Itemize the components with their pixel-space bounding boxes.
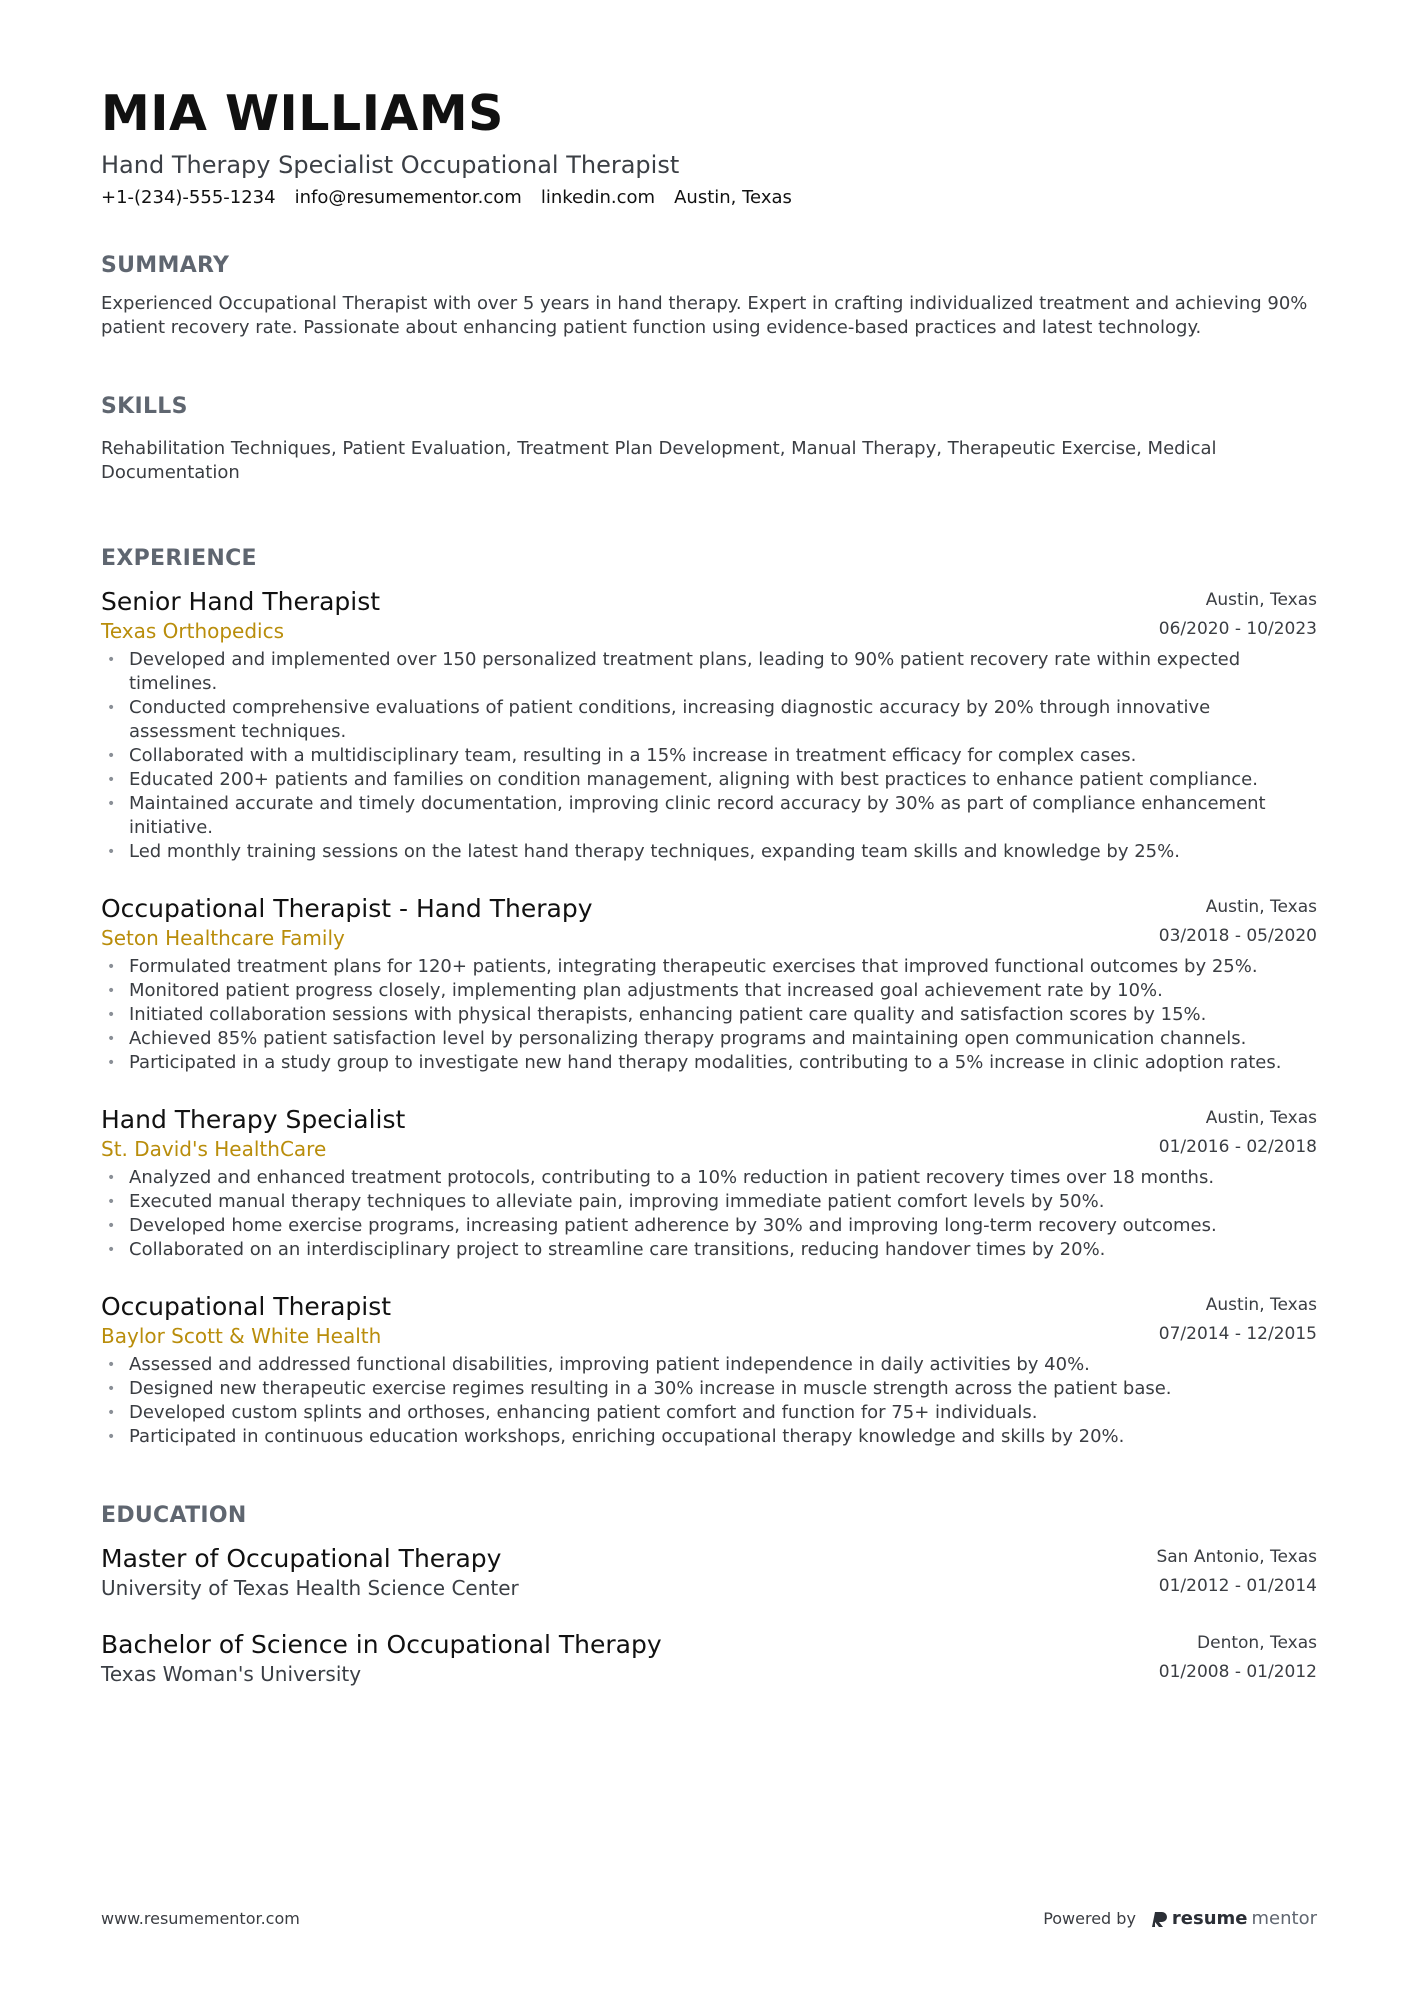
bullet-item: • Developed custom splints and orthoses, enhancing patient comfort and function for 75+ individuals. [107,1402,1038,1423]
powered-by-label: Powered by [1043,1909,1136,1928]
bullet-item: • Educated 200+ patients and families on condition management, aligning with best practices to enhance patient compliance. [107,769,1258,790]
bullet-item: • Led monthly training sessions on the latest hand therapy techniques, expanding team skills and knowledge by 25%. [107,841,1180,862]
job-entry [101,1291,1317,1449]
job-bullets [101,1166,1317,1262]
education-dates: 01/2008 - 01/2012 [1158,1662,1317,1682]
job-company: Seton Healthcare Family [101,926,345,950]
bullet-dot-icon: • [107,1357,116,1373]
bullet-item: • Conducted comprehensive evaluations of patient conditions, increasing diagnostic accuracy by 20% through innovative assessment techniques. [107,697,1211,742]
degree-title: Bachelor of Science in Occupational Therapy [101,1630,662,1659]
job-bullets [101,1353,1317,1449]
bullet-item: • Assessed and addressed functional disabilities, improving patient independence in daily activities by 40%. [107,1354,1090,1375]
bullet-dot-icon: • [107,1242,116,1258]
school-name: University of Texas Health Science Center [101,1576,519,1600]
job-company: Texas Orthopedics [101,619,285,643]
job-entry [101,586,1317,864]
brand-name-bold: resume [1171,1908,1248,1929]
job-dates: 01/2016 - 02/2018 [1158,1137,1317,1157]
job-bullets [101,955,1317,1075]
contact-linkedin[interactable]: linkedin.com [540,187,656,208]
school-name: Texas Woman's University [101,1662,362,1686]
education-entry [101,1629,1317,1687]
job-bullets [101,648,1317,864]
job-location: Austin, Texas [1205,1108,1317,1128]
skills-section [101,393,1317,485]
bullet-dot-icon: • [107,652,116,668]
summary-heading: SUMMARY [101,253,230,278]
school-location: Denton, Texas [1197,1633,1317,1653]
experience-heading: EXPERIENCE [101,546,257,571]
skills-text: Rehabilitation Techniques, Patient Evaluation, Treatment Plan Development, Manual Therapy, Therapeutic Exercise, Medical Documentation [101,438,1217,483]
school-location: San Antonio, Texas [1156,1547,1317,1567]
bullet-dot-icon: • [107,844,116,860]
job-role: Occupational Therapist [101,1292,392,1321]
bullet-dot-icon: • [107,700,116,716]
job-entry [101,1104,1317,1262]
brand-name-light: mentor [1251,1908,1317,1929]
powered-by [1043,1908,1317,1929]
education-section [101,1502,1317,1530]
bullet-item: • Designed new therapeutic exercise regimes resulting in a 30% increase in muscle strength across the patient base. [107,1378,1172,1399]
bullet-item: • Analyzed and enhanced treatment protocols, contributing to a 10% reduction in patient recovery times over 18 months. [107,1167,1215,1188]
brand-logo[interactable] [1152,1908,1317,1929]
bullet-item: • Achieved 85% patient satisfaction level by personalizing therapy programs and maintaining open communication channels. [107,1028,1247,1049]
job-role: Occupational Therapist - Hand Therapy [101,894,593,923]
bullet-dot-icon: • [107,1381,116,1397]
bullet-dot-icon: • [107,748,116,764]
job-company: St. David's HealthCare [101,1137,327,1161]
bullet-item: • Developed and implemented over 150 personalized treatment plans, leading to 90% patient recovery rate within expected timelines. [107,649,1241,694]
bullet-dot-icon: • [107,772,116,788]
contact-line [101,186,1317,210]
bullet-item: • Participated in continuous education workshops, enriching occupational therapy knowledge and skills by 20%. [107,1426,1125,1447]
bullet-dot-icon: • [107,1429,116,1445]
footer-url[interactable]: www.resumementor.com [101,1909,300,1928]
experience-section [101,545,1317,573]
bullet-item: • Participated in a study group to investigate new hand therapy modalities, contributing to a 5% increase in clinic adoption rates. [107,1052,1282,1073]
resume-page [101,85,1317,210]
bullet-dot-icon: • [107,959,116,975]
brand-mark-icon [1152,1910,1168,1928]
candidate-name: MIA WILLIAMS [101,85,504,142]
candidate-title: Hand Therapy Specialist Occupational Therapist [101,151,680,179]
bullet-item: • Collaborated with a multidisciplinary team, resulting in a 15% increase in treatment efficacy for complex cases. [107,745,1137,766]
bullet-dot-icon: • [107,1194,116,1210]
degree-title: Master of Occupational Therapy [101,1544,502,1573]
summary-section [101,252,1317,340]
job-location: Austin, Texas [1205,1295,1317,1315]
education-heading: EDUCATION [101,1503,247,1528]
skills-heading: SKILLS [101,394,188,419]
bullet-item: • Initiated collaboration sessions with physical therapists, enhancing patient care quality and satisfaction scores by 15%. [107,1004,1207,1025]
bullet-item: • Monitored patient progress closely, implementing plan adjustments that increased goal achievement rate by 10%. [107,980,1163,1001]
bullet-item: • Developed home exercise programs, increasing patient adherence by 30% and improving long-term recovery outcomes. [107,1215,1217,1236]
bullet-item: • Maintained accurate and timely documentation, improving clinic record accuracy by 30% as part of compliance enhancement initiative. [107,793,1266,838]
summary-text: Experienced Occupational Therapist with over 5 years in hand therapy. Expert in crafting individualized treatment and achieving 90% patient recovery rate. Passionate about enhancing patient function using evidence-based practices and latest technology. [101,293,1308,338]
bullet-dot-icon: • [107,1170,116,1186]
contact-email[interactable]: info@resumementor.com [294,187,522,208]
bullet-item: • Executed manual therapy techniques to alleviate pain, improving immediate patient comfort levels by 50%. [107,1191,1105,1212]
education-dates: 01/2012 - 01/2014 [1158,1576,1317,1596]
bullet-item: • Collaborated on an interdisciplinary project to streamline care transitions, reducing handover times by 20%. [107,1239,1106,1260]
bullet-dot-icon: • [107,1007,116,1023]
job-role: Hand Therapy Specialist [101,1105,406,1134]
job-company: Baylor Scott & White Health [101,1324,382,1348]
job-location: Austin, Texas [1205,590,1317,610]
job-location: Austin, Texas [1205,897,1317,917]
bullet-dot-icon: • [107,1218,116,1234]
bullet-dot-icon: • [107,983,116,999]
bullet-dot-icon: • [107,796,116,812]
job-dates: 06/2020 - 10/2023 [1158,619,1317,639]
contact-phone: +1-(234)-555-1234 [101,187,276,208]
bullet-dot-icon: • [107,1055,116,1071]
job-dates: 07/2014 - 12/2015 [1158,1324,1317,1344]
job-role: Senior Hand Therapist [101,587,381,616]
education-entry [101,1543,1317,1601]
job-dates: 03/2018 - 05/2020 [1158,926,1317,946]
contact-location: Austin, Texas [674,187,792,208]
bullet-item: • Formulated treatment plans for 120+ patients, integrating therapeutic exercises that improved functional outcomes by 25%. [107,956,1258,977]
bullet-dot-icon: • [107,1031,116,1047]
job-entry [101,893,1317,1075]
bullet-dot-icon: • [107,1405,116,1421]
page-footer [101,1908,1317,1929]
